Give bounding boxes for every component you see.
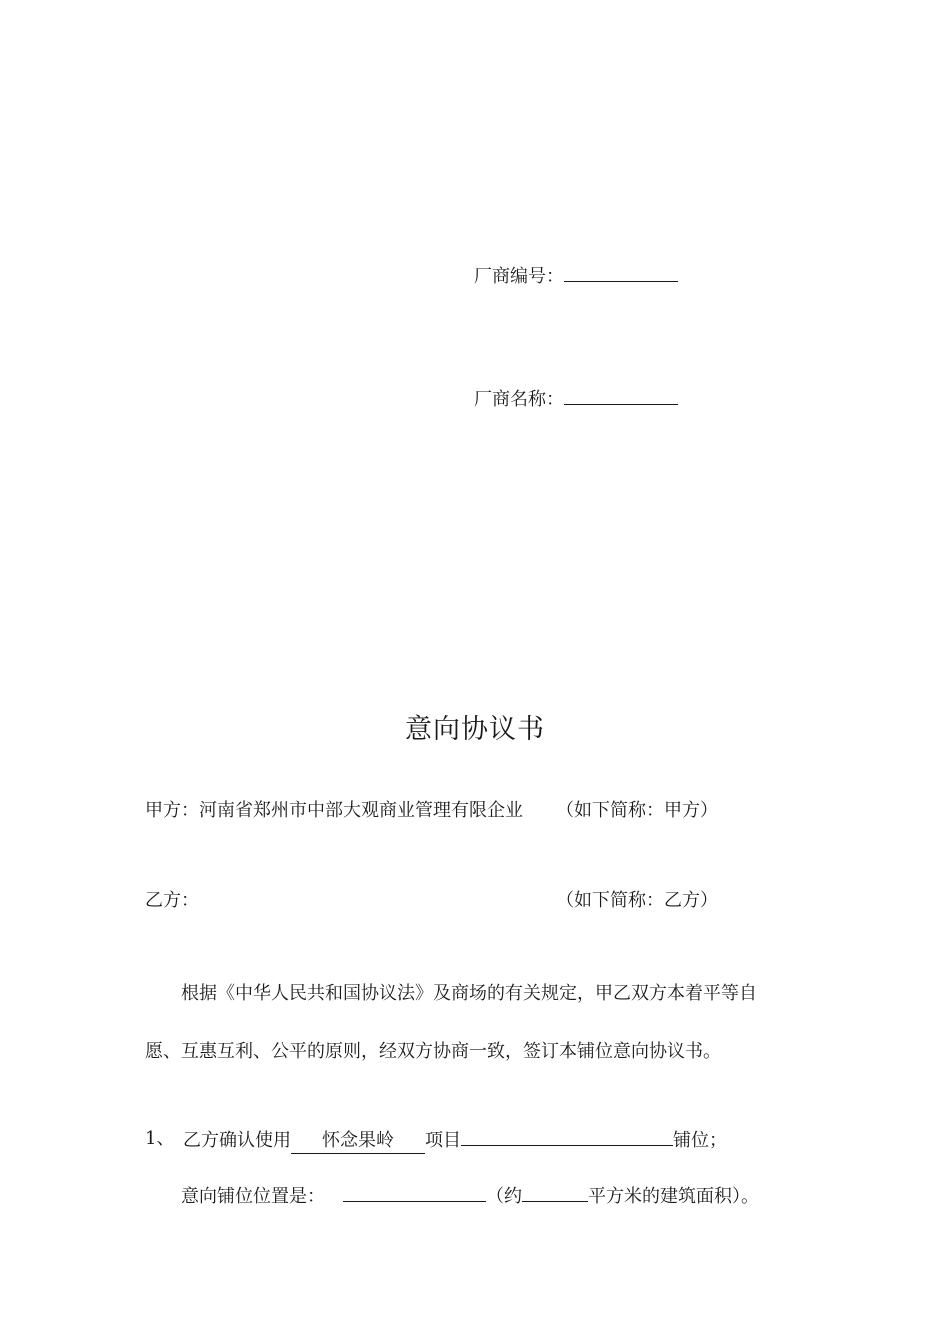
vendor-number-row [474,263,678,289]
shop-unit-field[interactable] [461,1127,673,1146]
project-name-field[interactable]: 怀念果岭 [291,1129,425,1154]
vendor-name-label: 厂商名称： [474,389,564,410]
vendor-number-label: 厂商编号： [474,266,564,287]
party-a-label: 甲方： [145,800,199,821]
preamble-line-2: 愿、互惠互利、公平的原则，经双方协商一致，签订本铺位意向协议书。 [145,1041,721,1062]
location-field[interactable] [343,1183,486,1202]
party-b-label: 乙方： [145,890,199,911]
vendor-name-field[interactable] [564,386,678,405]
vendor-number-field[interactable] [564,263,678,282]
document-title: 意向协议书 [405,714,545,745]
party-a-name: 河南省郑州市中部大观商业管理有限企业 [199,800,523,821]
clause-1-text-middle: 项目 [425,1130,461,1151]
party-a-row [145,799,523,823]
area-suffix: 平方米的建筑面积）。 [588,1186,759,1207]
clause-1-row [183,1127,727,1154]
party-a-alias: （如下简称：甲方） [556,800,718,821]
party-b-alias: （如下简称：乙方） [556,890,718,911]
clause-1-location-row [181,1183,759,1209]
clause-1-text-after: 铺位； [673,1130,727,1151]
clause-1-text-before: 乙方确认使用 [183,1130,291,1151]
vendor-name-row [474,386,678,412]
clause-1-number: 1、 [145,1128,175,1149]
area-prefix: （约 [486,1186,522,1207]
location-label: 意向铺位位置是： [181,1186,325,1207]
area-field[interactable] [522,1183,588,1202]
preamble-line-1: 根据《中华人民共和国协议法》及商场的有关规定，甲乙双方本着平等自 [181,983,757,1004]
